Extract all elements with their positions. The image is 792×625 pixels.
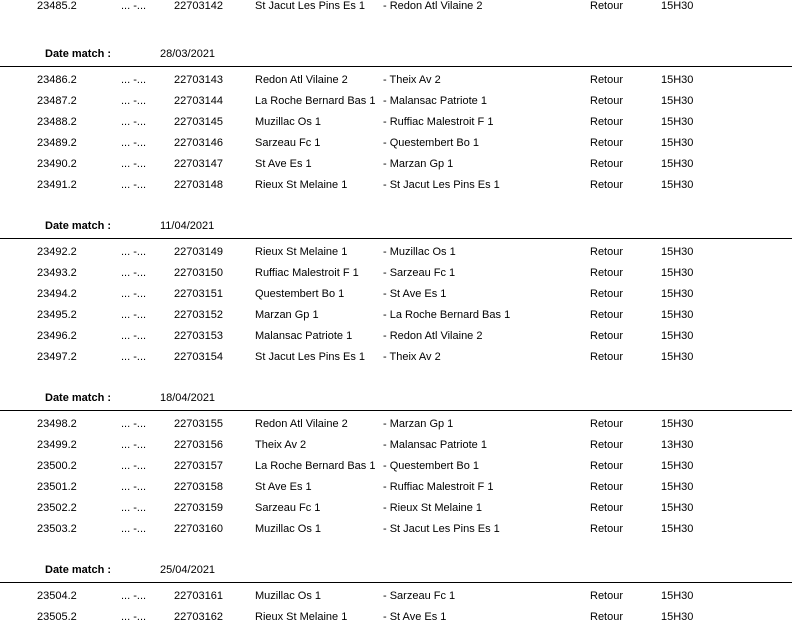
match-code: 22703149 (174, 246, 223, 258)
score-placeholder: ... -... (121, 288, 147, 300)
match-date: 18/04/2021 (160, 392, 216, 404)
score-placeholder: ... -... (121, 523, 147, 535)
match-phase: Retour (590, 288, 624, 300)
match-number: 23505.2 (37, 611, 77, 623)
match-row (0, 432, 792, 453)
away-team: - Malansac Patriote 1 (383, 95, 487, 107)
date-header (0, 554, 792, 583)
match-row (0, 260, 792, 281)
match-phase: Retour (590, 95, 624, 107)
match-number: 23498.2 (37, 418, 77, 430)
away-team: - St Ave Es 1 (383, 288, 447, 300)
score-placeholder: ... -... (121, 309, 147, 321)
away-team: - Rieux St Melaine 1 (383, 502, 483, 514)
match-code: 22703154 (174, 351, 223, 363)
home-team: La Roche Bernard Bas 1 (255, 460, 376, 472)
match-phase: Retour (590, 179, 624, 191)
match-date: 25/04/2021 (160, 564, 216, 576)
away-team: - Redon Atl Vilaine 2 (383, 0, 483, 12)
match-phase: Retour (590, 460, 624, 472)
score-placeholder: ... -... (121, 158, 147, 170)
date-label: Date match : (45, 48, 112, 60)
score-placeholder: ... -... (121, 460, 147, 472)
home-team: St Ave Es 1 (255, 481, 312, 493)
match-phase: Retour (590, 267, 624, 279)
away-team: - La Roche Bernard Bas 1 (383, 309, 511, 321)
match-date: 11/04/2021 (160, 220, 215, 232)
match-code: 22703159 (174, 502, 223, 514)
away-team: - Ruffiac Malestroit F 1 (383, 116, 494, 128)
match-code: 22703142 (174, 0, 223, 12)
kickoff-time: 15H30 (661, 74, 694, 86)
match-number: 23495.2 (37, 309, 77, 321)
match-code: 22703162 (174, 611, 223, 623)
match-number: 23489.2 (37, 137, 77, 149)
match-row (0, 411, 792, 432)
match-code: 22703158 (174, 481, 223, 493)
match-phase: Retour (590, 0, 624, 12)
match-number: 23492.2 (37, 246, 77, 258)
kickoff-time: 15H30 (661, 0, 694, 12)
score-placeholder: ... -... (121, 137, 147, 149)
home-team: Marzan Gp 1 (255, 309, 319, 321)
score-placeholder: ... -... (121, 502, 147, 514)
kickoff-time: 15H30 (661, 116, 694, 128)
date-header (0, 382, 792, 411)
match-number: 23494.2 (37, 288, 77, 300)
date-header (0, 210, 792, 239)
away-team: - Redon Atl Vilaine 2 (383, 330, 483, 342)
match-row (0, 583, 792, 604)
score-placeholder: ... -... (121, 439, 147, 451)
home-team: Sarzeau Fc 1 (255, 137, 321, 149)
match-phase: Retour (590, 523, 624, 535)
match-number: 23501.2 (37, 481, 77, 493)
kickoff-time: 15H30 (661, 590, 694, 602)
away-team: - St Jacut Les Pins Es 1 (383, 523, 500, 535)
home-team: Sarzeau Fc 1 (255, 502, 321, 514)
match-row (0, 495, 792, 516)
away-team: - Questembert Bo 1 (383, 460, 479, 472)
home-team: Rieux St Melaine 1 (255, 179, 348, 191)
match-phase: Retour (590, 74, 624, 86)
match-row (0, 0, 792, 14)
match-code: 22703160 (174, 523, 223, 535)
match-code: 22703150 (174, 267, 223, 279)
match-code: 22703143 (174, 74, 223, 86)
away-team: - Ruffiac Malestroit F 1 (383, 481, 494, 493)
home-team: Rieux St Melaine 1 (255, 246, 348, 258)
away-team: - Sarzeau Fc 1 (383, 590, 456, 602)
date-label: Date match : (45, 392, 112, 404)
match-phase: Retour (590, 611, 624, 623)
match-code: 22703151 (174, 288, 223, 300)
match-row (0, 88, 792, 109)
score-placeholder: ... -... (121, 74, 147, 86)
match-row (0, 109, 792, 130)
match-phase: Retour (590, 309, 624, 321)
kickoff-time: 15H30 (661, 481, 694, 493)
match-number: 23488.2 (37, 116, 77, 128)
match-phase: Retour (590, 590, 624, 602)
score-placeholder: ... -... (121, 246, 147, 258)
match-code: 22703153 (174, 330, 223, 342)
date-groups (0, 38, 792, 625)
match-row (0, 67, 792, 88)
match-number: 23486.2 (37, 74, 77, 86)
match-phase: Retour (590, 418, 624, 430)
kickoff-time: 15H30 (661, 330, 694, 342)
match-phase: Retour (590, 137, 624, 149)
home-team: Theix Av 2 (255, 439, 307, 451)
home-team: St Jacut Les Pins Es 1 (255, 351, 366, 363)
match-number: 23487.2 (37, 95, 77, 107)
match-phase: Retour (590, 502, 624, 514)
kickoff-time: 15H30 (661, 137, 694, 149)
match-code: 22703161 (174, 590, 223, 602)
match-row (0, 474, 792, 495)
kickoff-time: 15H30 (661, 502, 694, 514)
away-team: - Marzan Gp 1 (383, 158, 454, 170)
match-phase: Retour (590, 158, 624, 170)
date-header (0, 38, 792, 67)
home-team: Malansac Patriote 1 (255, 330, 353, 342)
home-team: St Ave Es 1 (255, 158, 312, 170)
match-code: 22703156 (174, 439, 223, 451)
match-row (0, 151, 792, 172)
kickoff-time: 15H30 (661, 351, 694, 363)
match-number: 23497.2 (37, 351, 77, 363)
match-number: 23490.2 (37, 158, 77, 170)
match-phase: Retour (590, 330, 624, 342)
match-code: 22703144 (174, 95, 223, 107)
kickoff-time: 13H30 (661, 439, 694, 451)
home-team: Rieux St Melaine 1 (255, 611, 348, 623)
score-placeholder: ... -... (121, 611, 147, 623)
score-placeholder: ... -... (121, 330, 147, 342)
kickoff-time: 15H30 (661, 288, 694, 300)
match-row (0, 453, 792, 474)
match-row (0, 344, 792, 365)
score-placeholder: ... -... (121, 351, 147, 363)
match-phase: Retour (590, 116, 624, 128)
match-number: 23499.2 (37, 439, 77, 451)
match-phase: Retour (590, 351, 624, 363)
match-row (0, 239, 792, 260)
match-number: 23493.2 (37, 267, 77, 279)
kickoff-time: 15H30 (661, 523, 694, 535)
kickoff-time: 15H30 (661, 267, 694, 279)
match-row (0, 604, 792, 625)
away-team: - St Jacut Les Pins Es 1 (383, 179, 500, 191)
match-number: 23502.2 (37, 502, 77, 514)
kickoff-time: 15H30 (661, 179, 694, 191)
match-code: 22703155 (174, 418, 223, 430)
match-code: 22703157 (174, 460, 223, 472)
match-number: 23504.2 (37, 590, 77, 602)
match-row (0, 172, 792, 193)
match-code: 22703146 (174, 137, 223, 149)
match-row (0, 302, 792, 323)
match-date: 28/03/2021 (160, 48, 216, 60)
home-team: Muzillac Os 1 (255, 523, 322, 535)
match-code: 22703148 (174, 179, 223, 191)
away-team: - St Ave Es 1 (383, 611, 447, 623)
date-label: Date match : (45, 220, 112, 232)
match-phase: Retour (590, 246, 624, 258)
home-team: Questembert Bo 1 (255, 288, 345, 300)
home-team: Ruffiac Malestroit F 1 (255, 267, 359, 279)
date-label: Date match : (45, 564, 112, 576)
home-team: Muzillac Os 1 (255, 590, 322, 602)
score-placeholder: ... -... (121, 267, 147, 279)
score-placeholder: ... -... (121, 481, 147, 493)
match-code: 22703147 (174, 158, 223, 170)
match-number: 23491.2 (37, 179, 77, 191)
home-team: Muzillac Os 1 (255, 116, 322, 128)
kickoff-time: 15H30 (661, 460, 694, 472)
away-team: - Questembert Bo 1 (383, 137, 479, 149)
kickoff-time: 15H30 (661, 309, 694, 321)
away-team: - Muzillac Os 1 (383, 246, 456, 258)
score-placeholder: ... -... (121, 116, 147, 128)
group-spacer (0, 193, 792, 210)
kickoff-time: 15H30 (661, 158, 694, 170)
group-spacer (0, 365, 792, 382)
kickoff-time: 15H30 (661, 246, 694, 258)
away-team: - Theix Av 2 (383, 351, 441, 363)
match-number: 23496.2 (37, 330, 77, 342)
score-placeholder: ... -... (121, 179, 147, 191)
match-phase: Retour (590, 439, 624, 451)
match-number: 23503.2 (37, 523, 77, 535)
match-row (0, 281, 792, 302)
score-placeholder: ... -... (121, 418, 147, 430)
home-team: La Roche Bernard Bas 1 (255, 95, 376, 107)
away-team: - Marzan Gp 1 (383, 418, 454, 430)
home-team: Redon Atl Vilaine 2 (255, 74, 348, 86)
kickoff-time: 15H30 (661, 95, 694, 107)
match-row (0, 516, 792, 537)
away-team: - Theix Av 2 (383, 74, 441, 86)
match-code: 22703152 (174, 309, 223, 321)
match-code: 22703145 (174, 116, 223, 128)
home-team: St Jacut Les Pins Es 1 (255, 0, 366, 12)
match-number: 23500.2 (37, 460, 77, 472)
match-phase: Retour (590, 481, 624, 493)
match-number: 23485.2 (37, 0, 77, 12)
away-team: - Sarzeau Fc 1 (383, 267, 456, 279)
score-placeholder: ... -... (121, 0, 147, 12)
group-spacer (0, 537, 792, 554)
home-team: Redon Atl Vilaine 2 (255, 418, 348, 430)
score-placeholder: ... -... (121, 590, 147, 602)
score-placeholder: ... -... (121, 95, 147, 107)
kickoff-time: 15H30 (661, 611, 694, 623)
kickoff-time: 15H30 (661, 418, 694, 430)
away-team: - Malansac Patriote 1 (383, 439, 487, 451)
match-row (0, 130, 792, 151)
match-row (0, 323, 792, 344)
